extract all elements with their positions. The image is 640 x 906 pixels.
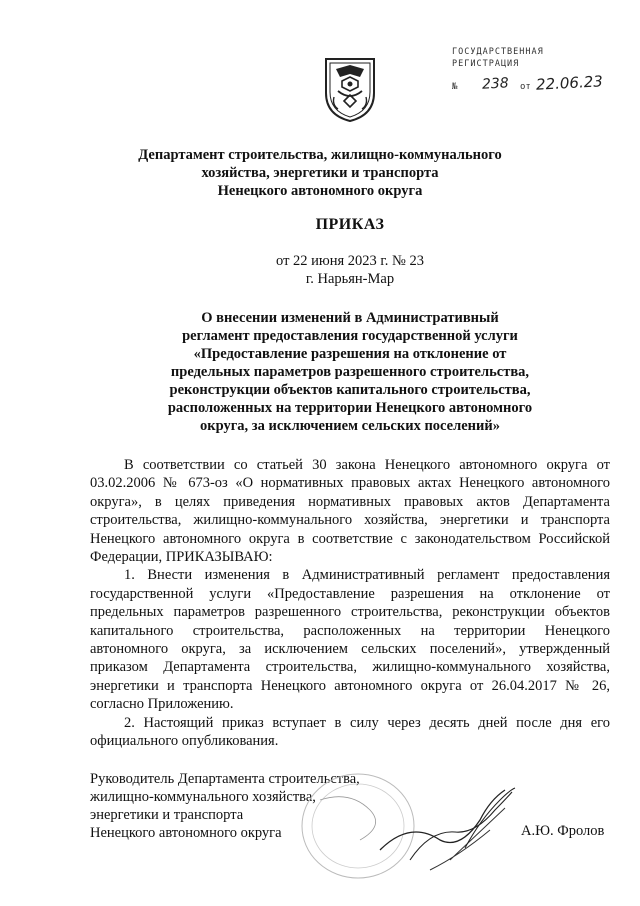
nenets-coat-of-arms-icon <box>324 57 376 123</box>
subject-line: «Предоставление разрешения на отклонение от <box>193 346 507 362</box>
document-type: ПРИКАЗ <box>315 216 385 233</box>
registration-label-2: РЕГИСТРАЦИЯ <box>452 59 520 69</box>
subject-line: округа, за исключением сельских поселений» <box>200 418 500 434</box>
department-line: хозяйства, энергетики и транспорта <box>201 165 439 181</box>
subject-line: О внесении изменений в Административный <box>201 310 499 326</box>
registration-date-label: от <box>520 82 531 92</box>
department-name <box>0 146 640 200</box>
department-line: Ненецкого автономного округа <box>217 183 423 199</box>
position-line: Ненецкого автономного округа <box>90 825 282 841</box>
subject-line: реконструкции объектов капитального строительства, <box>169 382 531 398</box>
document-subject <box>0 309 640 435</box>
department-line: Департамент строительства, жилищно-коммунального <box>138 147 502 163</box>
document-date-number: от 22 июня 2023 г. № 23 <box>276 253 424 269</box>
document-date-block <box>0 252 640 288</box>
body-paragraph: В соответствии со статьей 30 закона Ненецкого автономного округа от 03.02.2006 № 673-оз «О нормативных правовых актах Ненецкого автономного округа», в целях приведения нормативных правовых актов Департамента строительства, жилищно-коммунального хозяйства, энергетики и транспорта Ненецкого автономного округа в соответствие с законодательством Российской Федерации, ПРИКАЗЫВАЮ: <box>90 457 610 566</box>
subject-line: регламент предоставления государственной услуги <box>182 328 518 344</box>
document-body <box>90 456 610 751</box>
signatory-name: А.Ю. Фролов <box>521 823 605 839</box>
position-line: жилищно-коммунального хозяйства, <box>90 789 316 805</box>
body-paragraph: 1. Внести изменения в Административный регламент предоставления государственной услуги «Предоставление разрешения на отклонение от предельных параметров разрешенного строительства, реконструкции объектов капитального строительства, расположенных на территории Ненецкого автономного округа, за исключением сельских поселений», утвержденный приказом Департамента строительства, жилищно-коммунального хозяйства, энергетики и транспорта Ненецкого автономного округа от 26.04.2017 № 26, согласно Приложению. <box>90 567 610 713</box>
position-line: энергетики и транспорта <box>90 807 244 823</box>
position-line: Руководитель Департамента строительства, <box>90 771 360 787</box>
document-place: г. Нарьян-Мар <box>305 271 395 287</box>
subject-line: предельных параметров разрешенного строительства, <box>170 364 530 380</box>
registration-stamp <box>452 46 544 70</box>
registration-date: 22.06.23 <box>535 72 604 94</box>
registration-number: 238 <box>481 75 510 93</box>
body-paragraph: 2. Настоящий приказ вступает в силу через десять дней после дня его официального опубликования. <box>90 714 610 750</box>
registration-label-1: ГОСУДАРСТВЕННАЯ <box>452 47 544 57</box>
subject-line: расположенных на территории Ненецкого автономного <box>167 400 533 416</box>
registration-number-label: № <box>452 82 458 92</box>
